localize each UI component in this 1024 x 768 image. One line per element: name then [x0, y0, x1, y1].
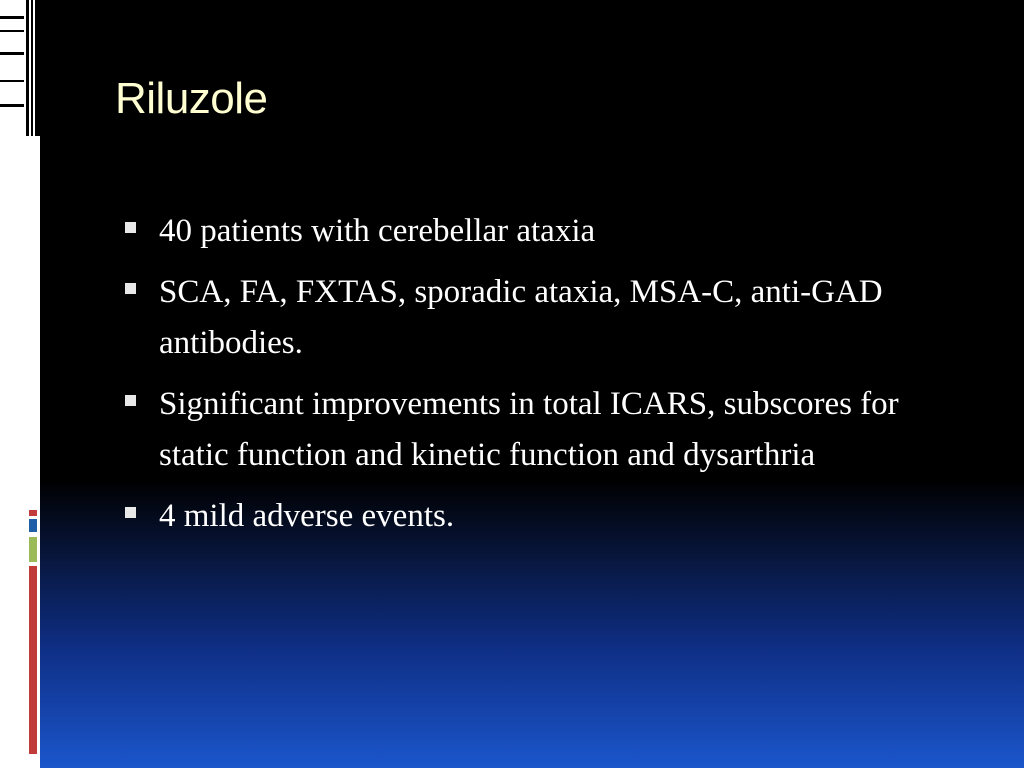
square-bullet-icon	[125, 222, 136, 233]
accent-red-long	[29, 566, 37, 754]
bullet-text: 4 mild adverse events.	[159, 498, 455, 534]
list-item	[120, 491, 970, 542]
list-item	[120, 267, 970, 369]
bullet-list	[120, 206, 970, 552]
square-bullet-icon	[125, 395, 136, 406]
bullet-text: SCA, FA, FXTAS, sporadic ataxia, MSA-C, anti-GAD antibodies.	[159, 274, 883, 361]
bullet-text: Significant improvements in total ICARS, subscores for static function and kinetic function and dysarthria	[159, 386, 899, 473]
bullet-text: 40 patients with cerebellar ataxia	[159, 213, 596, 249]
list-item	[120, 379, 970, 481]
left-decorative-strip	[0, 0, 40, 768]
square-bullet-icon	[125, 283, 136, 294]
square-bullet-icon	[125, 507, 136, 518]
vertical-lines-decoration	[0, 0, 40, 136]
accent-green	[29, 537, 37, 562]
accent-blue	[29, 519, 37, 532]
list-item	[120, 206, 970, 257]
accent-red-small	[29, 510, 37, 516]
slide-title: Riluzole	[115, 74, 268, 123]
